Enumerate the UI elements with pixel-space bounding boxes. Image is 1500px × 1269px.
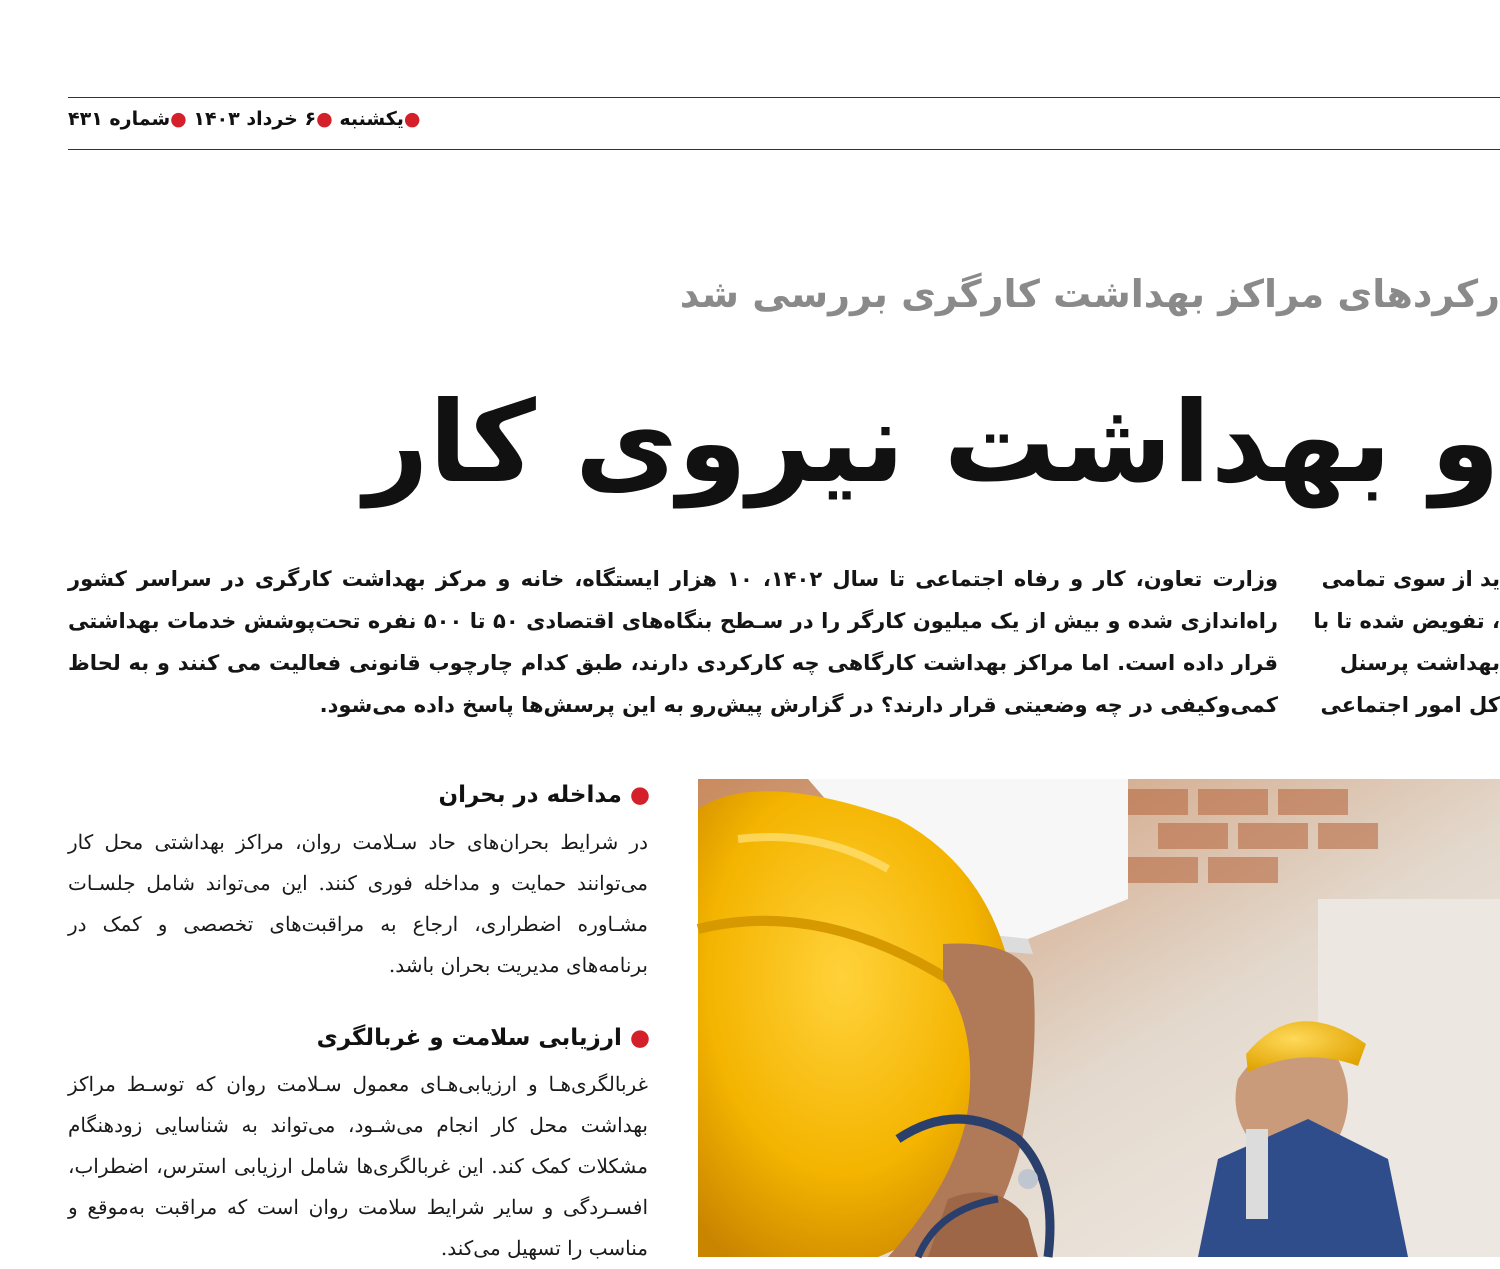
side-line: بهداشت پرسنل (1339, 651, 1500, 675)
adjacent-column-lead (1313, 558, 1500, 728)
bullet-dot-icon: ● (403, 108, 421, 130)
bullet-dot-icon: ● (170, 108, 187, 130)
construction-worker-photo (698, 779, 1500, 1257)
section-heading (300, 1025, 650, 1061)
section-title: ارزیابی سلامت و غربالگری (316, 1025, 622, 1051)
article-lead: وزارت تعاون، کار و رفاه اجتماعی تا سال ۱۴۰۲، ۱۰ هزار ایستگاه، خانه و مرکز بهداشت کارگری در سراسر کشور راه‌اندازی شده و بیش از یک میلیون کارگر را در سـطح بنگاه‌های اقتصادی ۵۰ تا ۵۰۰ نفره تحت‌پوشش خدمات بهداشتی قرار داده است. اما مراکز بهداشت کارگاهی چه کارکردی دارند، طبق کدام چارچوب قانونی فعالیت می کنند و به لحاظ کمی‌وکیفی در چه وضعیتی قرار دارند؟ در گزارش پیش‌رو به این پرسش‌ها پاسخ داده می‌شود. (68, 567, 1279, 717)
dateline (68, 108, 768, 136)
article-kicker: رکردهای مراکز بهداشت کارگری بررسی شد (679, 272, 1500, 316)
section-body: در شرایط بحران‌های حاد سـلامت روان، مراکز بهداشتی محل کار می‌توانند حمایت و مداخله فوری کنند. این می‌تواند شامل جلسـات مشـاوره اضطراری، ارجاع به مراقبت‌های تخصصی و کمک در برنامه‌های مدیریت بحران باشد. (68, 830, 648, 977)
header-bottom-rule (68, 149, 1500, 150)
side-line: ید از سوی تمامی (1321, 567, 1500, 591)
bullet-dot-icon: ● (629, 1025, 650, 1051)
article-headline: و بهداشت نیروی کار (364, 378, 1500, 508)
section-heading (300, 782, 650, 818)
section-title: مداخله در بحران (438, 782, 622, 808)
article-photo (698, 779, 1500, 1257)
bullet-dot-icon: ● (629, 782, 650, 808)
section-body: غربالگری‌هـا و ارزیابی‌هـای معمول سـلامت روان که توسـط مراکز بهداشت محل کار انجام می‌شـود، می‌تواند به شناسایی زودهنگام مشکلات کمک کند. این غربالگری‌ها شامل ارزیابی استرس، اضطراب، افسـردگی و سایر شرایط سلامت روان است که مراقبت به‌موقع و مناسب را تسهیل می‌کند. (68, 1072, 648, 1260)
bullet-dot-icon: ● (316, 108, 333, 130)
side-line: ، تفویض شده تا با (1313, 609, 1500, 633)
date-text: ۶ خرداد ۱۴۰۳ (193, 108, 317, 130)
date-day: یکشنبه (339, 108, 404, 130)
top-rule (68, 97, 1500, 98)
issue-number: شماره ۴۳۱ (68, 108, 171, 130)
side-line: کل امور اجتماعی (1320, 693, 1500, 717)
